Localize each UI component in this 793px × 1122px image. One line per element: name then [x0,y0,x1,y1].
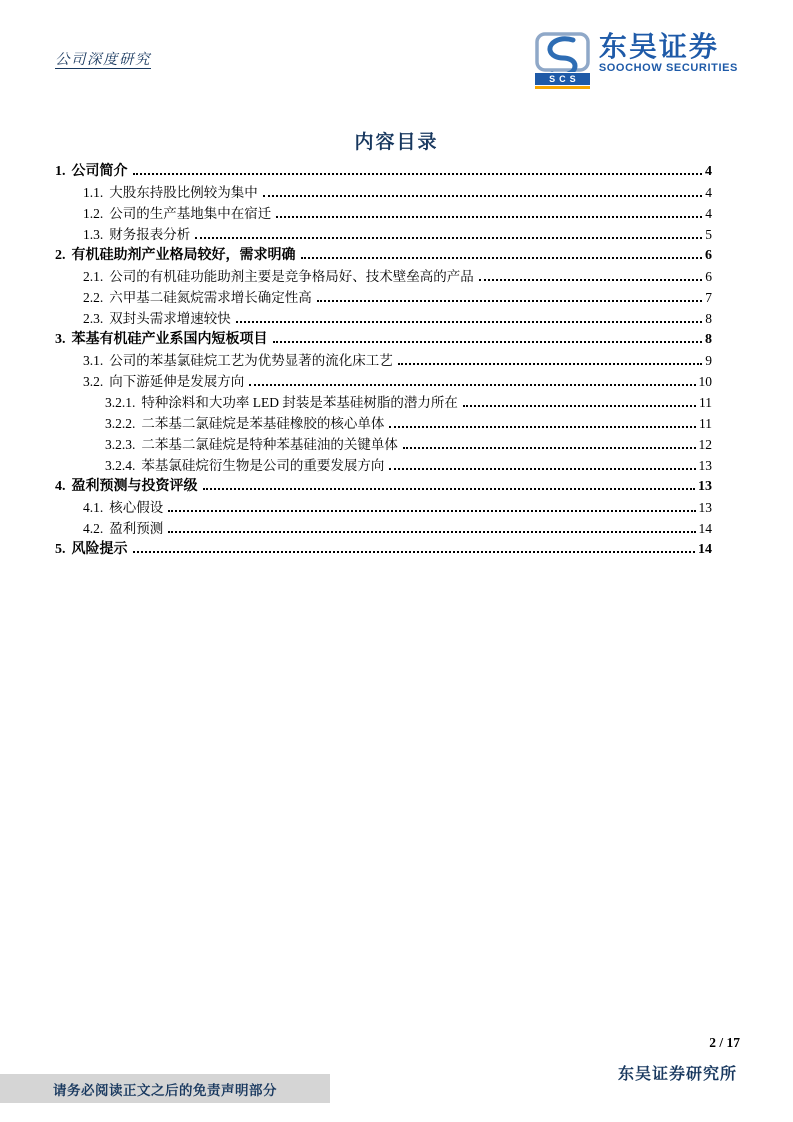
toc-entry-page: 6 [705,269,712,284]
toc-entry-label: 公司简介 [71,164,128,179]
toc-entry[interactable] [55,287,712,308]
toc-entry-label: 向下游延伸是发展方向 [109,374,245,389]
toc-entry-page: 7 [705,290,712,305]
toc-entry-number: 3.2. [83,374,104,389]
toc-entry[interactable] [55,329,712,350]
toc-entry-page: 4 [705,206,712,221]
toc-entry-label: 财务报表分析 [109,227,191,242]
toc-entry-page: 4 [705,185,712,200]
toc-dot-leader [403,447,696,449]
toc-entry-number: 1. [55,164,66,179]
report-category-label: 公司深度研究 [55,52,151,68]
toc-entry-label: 公司的苯基氯硅烷工艺为优势显著的流化床工艺 [109,353,393,368]
toc-dot-leader [168,531,695,533]
toc-dot-leader [301,257,703,259]
toc-entry-label: 有机硅助剂产业格局较好，需求明确 [71,248,296,263]
toc-dot-leader [133,551,696,553]
toc-entry-label: 风险提示 [71,542,128,557]
soochow-logo-icon [535,32,590,72]
toc-entry[interactable] [55,413,712,434]
toc-dot-leader [133,173,703,175]
logo-brand-english: SOOCHOW SECURITIES [598,62,738,74]
toc-entry-number: 4.1. [83,500,104,515]
toc-entry[interactable] [55,455,712,476]
soochow-securities-logo [535,32,738,89]
toc-entry-number: 3.2.4. [105,458,136,473]
logo-text-column [599,32,738,75]
toc-entry-page: 10 [698,374,712,389]
toc-entry[interactable] [55,203,712,224]
toc-entry-number: 2.2. [83,290,104,305]
toc-entry[interactable] [55,539,712,560]
toc-entry-number: 1.3. [83,227,104,242]
toc-entry-label: 二苯基二氯硅烷是特种苯基硅油的关键单体 [141,437,398,452]
toc-entry-number: 2.3. [83,311,104,326]
toc-entry-label: 双封头需求增速较快 [109,311,231,326]
toc-dot-leader [276,216,702,218]
toc-entry-page: 5 [705,227,712,242]
toc-dot-leader [195,237,702,239]
page-number-indicator: 2 / 17 [709,1035,740,1050]
toc-entry-number: 2. [55,248,66,263]
toc-title: 内容目录 [354,132,439,153]
toc-entry-label: 核心假设 [109,500,164,515]
disclaimer-bar [0,1074,330,1103]
toc-dot-leader [168,510,695,512]
toc-entry-number: 1.2. [83,206,104,221]
toc-entry-page: 8 [705,311,712,326]
toc-dot-leader [389,426,696,428]
toc-dot-leader [236,321,703,323]
toc-entry-label: 六甲基二硅氮烷需求增长确定性高 [109,290,312,305]
toc-entry[interactable] [55,518,712,539]
toc-entry-label: 公司的生产基地集中在宿迁 [109,206,272,221]
toc-entry[interactable] [55,308,712,329]
toc-entry[interactable] [55,392,712,413]
toc-entry-number: 4. [55,479,66,494]
toc-entry-label: 盈利预测与投资评级 [71,479,198,494]
toc-dot-leader [203,488,696,490]
toc-entry[interactable] [55,371,712,392]
toc-entry-number: 4.2. [83,521,104,536]
toc-entry[interactable] [55,476,712,497]
toc-entry[interactable] [55,350,712,371]
toc-entry-number: 1.1. [83,185,104,200]
toc-entry[interactable] [55,266,712,287]
toc-entry[interactable] [55,182,712,203]
logo-brand-chinese: 东吴证券 [598,31,719,62]
toc-entry-page: 14 [698,542,712,557]
logo-icon-column [535,32,590,89]
toc-entry-label: 特种涂料和大功率 LED 封装是苯基硅树脂的潜力所在 [141,395,458,410]
toc-entry-page: 6 [705,248,712,263]
toc-entry-label: 盈利预测 [109,521,164,536]
toc-entry-label: 二苯基二氯硅烷是苯基硅橡胶的核心单体 [141,416,385,431]
toc-entry-number: 5. [55,542,66,557]
toc-dot-leader [463,405,696,407]
toc-entry-page: 12 [698,437,712,452]
toc-list [55,161,712,560]
toc-entry-page: 13 [698,479,712,494]
disclaimer-text: 请务必阅读正文之后的免责声明部分 [53,1082,277,1098]
toc-entry[interactable] [55,434,712,455]
toc-entry-page: 11 [699,416,712,431]
toc-entry-page: 4 [705,164,712,179]
toc-entry[interactable] [55,224,712,245]
toc-dot-leader [479,279,703,281]
toc-entry-page: 13 [698,458,712,473]
toc-dot-leader [398,363,703,365]
logo-scs-text: SCS [535,73,590,85]
toc-entry-page: 13 [698,500,712,515]
toc-entry-label: 公司的有机硅功能助剂主要是竞争格局好、技术壁垒高的产品 [109,269,474,284]
toc-entry-number: 2.1. [83,269,104,284]
toc-dot-leader [263,195,703,197]
toc-entry-number: 3.2.2. [105,416,136,431]
toc-entry-page: 14 [698,521,712,536]
logo-orange-underline [535,86,590,89]
toc-entry-label: 苯基有机硅产业系国内短板项目 [71,332,268,347]
toc-entry-number: 3. [55,332,66,347]
toc-entry-page: 8 [705,332,712,347]
toc-dot-leader [249,384,695,386]
toc-entry[interactable] [55,161,712,182]
toc-entry-number: 3.2.1. [105,395,136,410]
toc-dot-leader [317,300,703,302]
toc-entry-label: 大股东持股比例较为集中 [109,185,258,200]
toc-entry[interactable] [55,497,712,518]
research-institute-label: 东吴证券研究所 [617,1066,737,1083]
toc-entry-page: 11 [699,395,712,410]
toc-entry-page: 9 [705,353,712,368]
toc-entry-number: 3.1. [83,353,104,368]
toc-entry-label: 苯基氯硅烷衍生物是公司的重要发展方向 [141,458,385,473]
toc-entry[interactable] [55,245,712,266]
toc-dot-leader [273,341,703,343]
toc-entry-number: 3.2.3. [105,437,136,452]
toc-dot-leader [389,468,695,470]
